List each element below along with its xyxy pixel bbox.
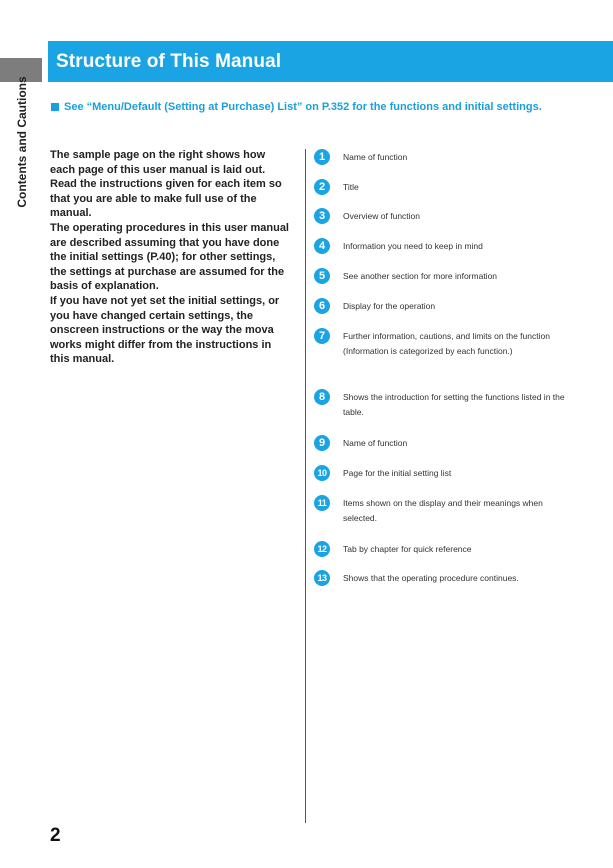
item-line: Name of function xyxy=(343,152,408,162)
number-12-icon: 12 xyxy=(314,541,330,557)
number-11-icon: 11 xyxy=(314,495,330,511)
number-13-icon: 13 xyxy=(314,570,330,586)
list-item xyxy=(314,389,568,420)
number-6-icon: 6 xyxy=(314,298,330,314)
title-banner xyxy=(48,41,613,82)
item-description xyxy=(343,209,568,224)
item-description xyxy=(343,299,568,314)
number-1-icon: 1 xyxy=(314,149,330,165)
item-line: Further information, cautions, and limits on the function xyxy=(343,331,550,341)
list-item xyxy=(314,570,568,586)
item-description xyxy=(343,390,568,420)
item-line: Shows that the operating procedure continues. xyxy=(343,573,519,583)
list-item xyxy=(314,435,568,451)
number-7-icon: 7 xyxy=(314,328,330,344)
item-line: See another section for more information xyxy=(343,271,498,281)
intro-paragraph: If you have not yet set the initial settings, or you have changed certain settings, the onscreen instructions or the way the mova works might differ from the instructions in this manual. xyxy=(50,294,280,366)
chapter-tab-label: Contents and Cautions xyxy=(15,76,29,208)
intro-text xyxy=(50,148,293,367)
item-description xyxy=(343,180,568,195)
number-10-icon: 10 xyxy=(314,465,330,481)
item-description xyxy=(343,329,568,359)
reference-note xyxy=(51,101,606,113)
list-item xyxy=(314,149,568,165)
list-item xyxy=(314,298,568,314)
column-divider xyxy=(305,149,306,823)
item-line: Name of function xyxy=(343,438,408,448)
item-line: Overview of function xyxy=(343,211,421,221)
list-item xyxy=(314,208,568,224)
number-9-icon: 9 xyxy=(314,435,330,451)
page-number: 2 xyxy=(50,825,61,846)
item-line: (Information is categorized by each function.) xyxy=(343,346,513,356)
item-description xyxy=(343,542,568,557)
item-line: Display for the operation xyxy=(343,301,436,311)
item-line: Tab by chapter for quick reference xyxy=(343,544,472,554)
item-line: Page for the initial setting list xyxy=(343,468,452,478)
item-line: Items shown on the display and their meanings when selected. xyxy=(343,498,543,523)
item-description xyxy=(343,239,568,254)
number-8-icon: 8 xyxy=(314,389,330,405)
number-4-icon: 4 xyxy=(314,238,330,254)
item-description xyxy=(343,436,568,451)
square-bullet-icon xyxy=(51,103,59,111)
item-line: Shows the introduction for setting the functions listed in the table. xyxy=(343,392,565,417)
page-title: Structure of This Manual xyxy=(56,50,282,72)
item-description xyxy=(343,496,568,526)
item-description xyxy=(343,571,568,586)
number-5-icon: 5 xyxy=(314,268,330,284)
list-item xyxy=(314,179,568,195)
list-item xyxy=(314,328,568,359)
list-item xyxy=(314,268,568,284)
item-description xyxy=(343,150,568,165)
list-item xyxy=(314,541,568,557)
list-item xyxy=(314,238,568,254)
intro-paragraph: The sample page on the right shows how each page of this user manual is laid out. Read the instructions given for each item so that you are able to make full use of the manual. xyxy=(50,149,282,220)
number-3-icon: 3 xyxy=(314,208,330,224)
list-item xyxy=(314,465,568,481)
list-item xyxy=(314,495,568,526)
reference-note-text: See “Menu/Default (Setting at Purchase) List” on P.352 for the functions and initial settings. xyxy=(64,101,542,113)
item-description xyxy=(343,269,568,284)
item-line: Information you need to keep in mind xyxy=(343,241,483,251)
number-2-icon: 2 xyxy=(314,179,330,195)
intro-paragraph: The operating procedures in this user manual are described assuming that you have done the initial settings (P.40); for other settings, the settings at purchase are assumed for the basis of explanation. xyxy=(50,221,289,293)
item-description xyxy=(343,466,568,481)
item-line: Title xyxy=(343,182,359,192)
